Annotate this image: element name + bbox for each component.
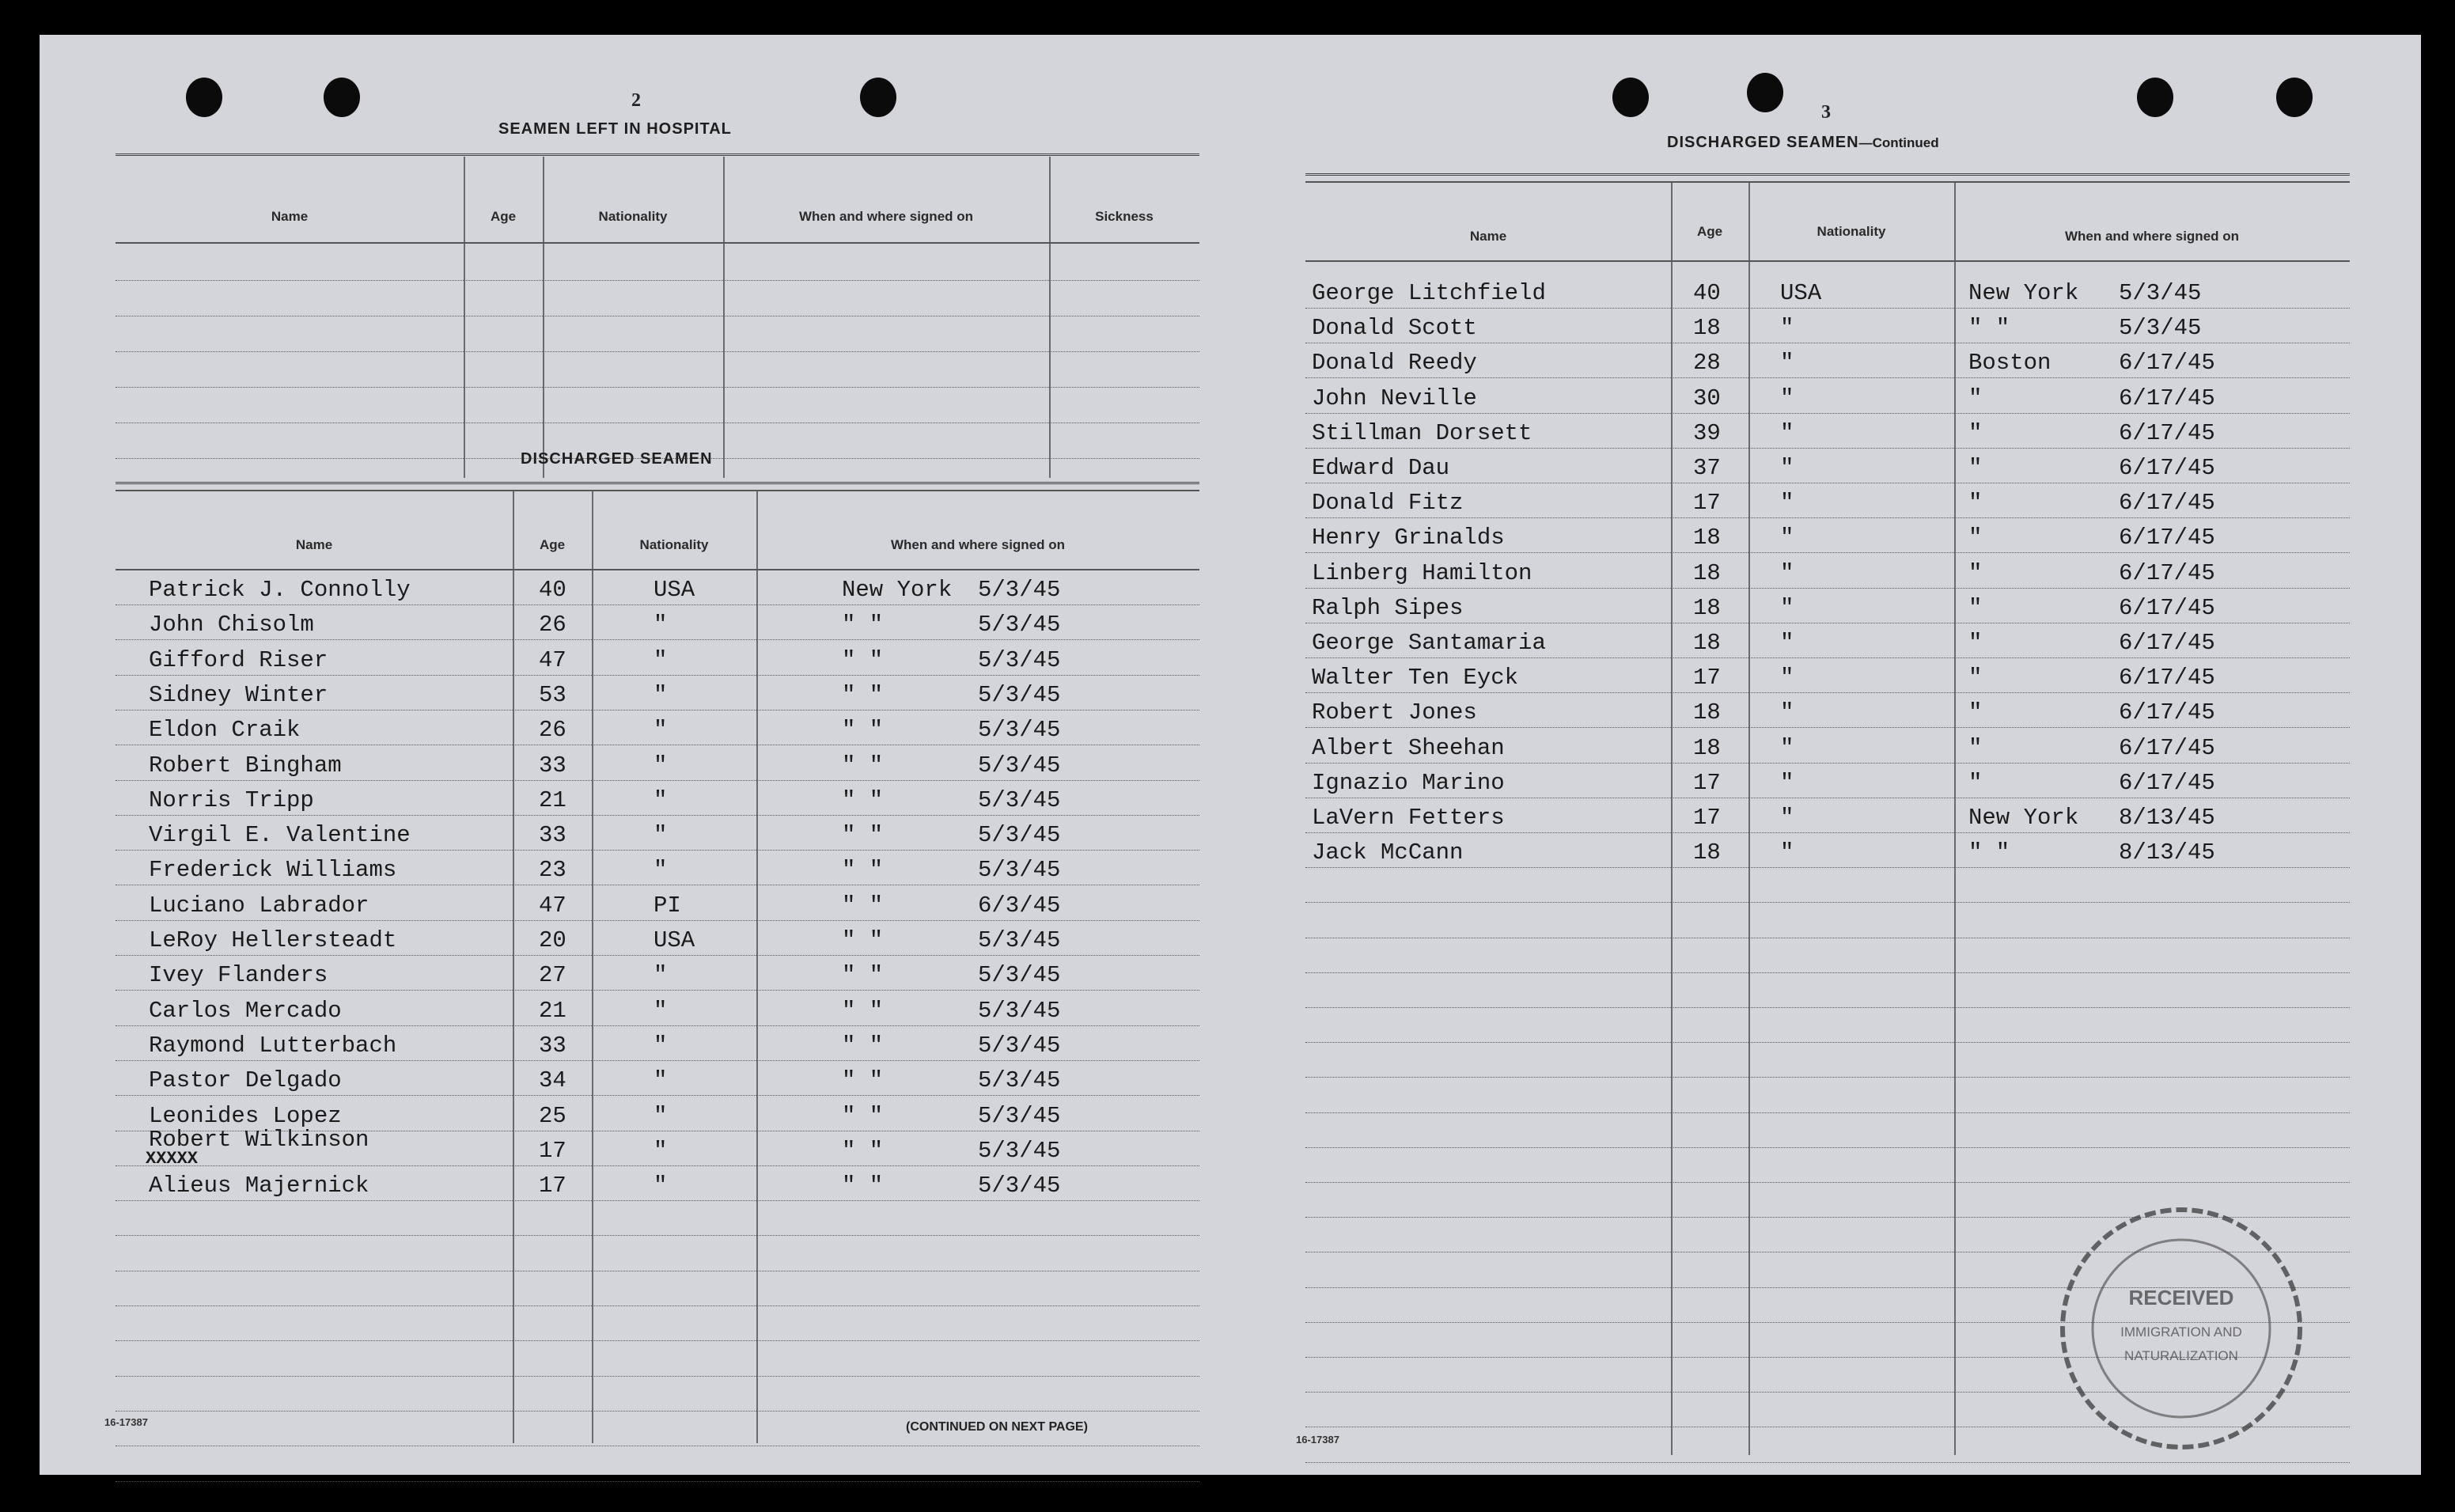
ruled-line: [1305, 1042, 2350, 1043]
seaman-age: 47: [539, 646, 566, 673]
signed-on-place: ": [1968, 419, 1983, 446]
seaman-age: 30: [1693, 385, 1721, 411]
signed-on-date: 5/3/45: [2119, 315, 2202, 342]
signed-on-date: 6/17/45: [2119, 594, 2215, 621]
signed-on-date: 5/3/45: [978, 786, 1061, 813]
ruled-line: [1305, 1077, 2350, 1078]
signed-on-place: " ": [842, 892, 884, 919]
seaman-age: 33: [539, 752, 566, 779]
seaman-name: Edward Dau: [1312, 455, 1450, 481]
seaman-age: 17: [1693, 665, 1721, 692]
seaman-age: 18: [1693, 315, 1721, 342]
signed-on-place: " ": [842, 1067, 884, 1094]
ruled-line: [1305, 517, 2350, 518]
seaman-nationality: USA: [654, 577, 695, 603]
seaman-name: Linberg Hamilton: [1312, 559, 1532, 586]
ruled-line: [116, 710, 1199, 711]
signed-on-date: 6/17/45: [2119, 665, 2215, 692]
seaman-name: Gifford Riser: [149, 646, 328, 673]
stamp-text: NATURALIZATION: [2124, 1348, 2238, 1363]
seaman-nationality: ": [1780, 630, 1794, 656]
seaman-age: 28: [1693, 350, 1721, 377]
seaman-nationality: USA: [1780, 280, 1822, 306]
seaman-age: 47: [539, 892, 566, 919]
signed-on-place: " ": [842, 962, 884, 989]
punch-hole: [186, 78, 222, 117]
column-header: Nationality: [639, 537, 709, 552]
hospital-section-title: SEAMEN LEFT IN HOSPITAL: [498, 120, 732, 138]
ruled-line: [116, 955, 1199, 956]
signed-on-date: 6/17/45: [2119, 490, 2215, 517]
seaman-name: Robert Jones: [1312, 699, 1477, 726]
seaman-name: Robert Bingham: [149, 752, 342, 779]
seaman-name: Ivey Flanders: [149, 962, 328, 989]
ruled-line: [116, 920, 1199, 921]
signed-on-place: " ": [842, 1032, 884, 1059]
seaman-age: 18: [1693, 734, 1721, 761]
ruled-line: [1305, 413, 2350, 414]
seaman-nationality: ": [1780, 490, 1794, 517]
seaman-nationality: ": [654, 1137, 668, 1164]
signed-on-place: ": [1968, 630, 1983, 656]
signed-on-date: 6/17/45: [2119, 385, 2215, 411]
ruled-line: [1305, 902, 2350, 903]
column-header: Name: [271, 209, 309, 224]
ruled-line: [116, 1305, 1199, 1306]
form-number: 16-17387: [104, 1416, 148, 1428]
signed-on-date: 6/3/45: [978, 892, 1061, 919]
signed-on-place: " ": [842, 927, 884, 953]
signed-on-place: " ": [842, 681, 884, 708]
signed-on-place: " ": [1968, 839, 2010, 866]
punch-hole: [2137, 78, 2173, 117]
seaman-nationality: ": [1780, 525, 1794, 551]
seaman-name: Jack McCann: [1312, 839, 1464, 866]
right-section-title: [1667, 134, 1939, 152]
seaman-nationality: ": [654, 1102, 668, 1129]
signed-on-date: 6/17/45: [2119, 769, 2215, 796]
signed-on-date: 5/3/45: [978, 717, 1061, 744]
left-page: [40, 35, 1239, 1475]
seaman-name: Frederick Williams: [149, 857, 397, 884]
seaman-nationality: ": [1780, 315, 1794, 342]
seaman-age: 17: [1693, 769, 1721, 796]
ruled-line: [116, 1165, 1199, 1166]
seaman-age: 21: [539, 786, 566, 813]
seaman-name: Ralph Sipes: [1312, 594, 1464, 621]
ruled-line: [1305, 448, 2350, 449]
signed-on-date: 6/17/45: [2119, 699, 2215, 726]
seaman-name: Norris Tripp: [149, 786, 314, 813]
ruled-line: [1305, 692, 2350, 693]
discharged-table: [116, 482, 1199, 1443]
seaman-name: Ignazio Marino: [1312, 769, 1505, 796]
seaman-age: 26: [539, 717, 566, 744]
seaman-nationality: PI: [654, 892, 681, 919]
seaman-age: 40: [539, 577, 566, 603]
signed-on-place: ": [1968, 665, 1983, 692]
ruled-line: [116, 675, 1199, 676]
seaman-nationality: ": [1780, 734, 1794, 761]
seaman-name: Virgil E. Valentine: [149, 822, 411, 849]
ruled-line: [116, 1411, 1199, 1412]
seaman-age: 33: [539, 1032, 566, 1059]
seaman-name: Patrick J. Connolly: [149, 577, 411, 603]
seaman-nationality: ": [1780, 699, 1794, 726]
signed-on-date: 6/17/45: [2119, 419, 2215, 446]
seaman-name: LaVern Fetters: [1312, 805, 1505, 831]
ruled-line: [1305, 552, 2350, 553]
signed-on-date: 5/3/45: [978, 577, 1061, 603]
signed-on-date: 5/3/45: [978, 681, 1061, 708]
seaman-name: John Neville: [1312, 385, 1477, 411]
seaman-name: Leonides Lopez: [149, 1102, 342, 1129]
ruled-line: [116, 850, 1199, 851]
seaman-age: 34: [539, 1067, 566, 1094]
seaman-nationality: ": [1780, 594, 1794, 621]
signed-on-place: New York: [842, 577, 953, 603]
signed-on-date: 6/17/45: [2119, 455, 2215, 481]
seaman-nationality: ": [654, 786, 668, 813]
seaman-name: George Litchfield: [1312, 280, 1546, 306]
seaman-age: 53: [539, 681, 566, 708]
ruled-line: [116, 1060, 1199, 1061]
seaman-nationality: ": [654, 822, 668, 849]
seaman-age: 39: [1693, 419, 1721, 446]
signed-on-place: " ": [842, 612, 884, 639]
seaman-nationality: ": [654, 1032, 668, 1059]
seaman-name: Walter Ten Eyck: [1312, 665, 1519, 692]
seaman-name: Donald Scott: [1312, 315, 1477, 342]
punch-hole: [860, 78, 896, 117]
signed-on-date: 6/17/45: [2119, 350, 2215, 377]
seaman-name: George Santamaria: [1312, 630, 1546, 656]
signed-on-date: 5/3/45: [978, 612, 1061, 639]
seaman-age: 17: [1693, 490, 1721, 517]
seaman-name: Donald Fitz: [1312, 490, 1464, 517]
signed-on-place: ": [1968, 734, 1983, 761]
seaman-age: 26: [539, 612, 566, 639]
signed-on-date: 5/3/45: [978, 997, 1061, 1024]
seaman-nationality: USA: [654, 927, 695, 953]
seaman-age: 37: [1693, 455, 1721, 481]
ruled-line: [116, 1095, 1199, 1096]
column-header: Sickness: [1095, 209, 1154, 224]
seaman-age: 33: [539, 822, 566, 849]
ruled-line: [1305, 1112, 2350, 1113]
seaman-age: 18: [1693, 559, 1721, 586]
seaman-nationality: ": [654, 612, 668, 639]
seaman-name: Carlos Mercado: [149, 997, 342, 1024]
seaman-name: John Chisolm: [149, 612, 314, 639]
signed-on-place: " ": [842, 997, 884, 1024]
punch-hole: [2276, 78, 2313, 117]
seaman-nationality: ": [1780, 350, 1794, 377]
column-header: When and where signed on: [2064, 229, 2240, 244]
ruled-line: [1305, 657, 2350, 658]
signed-on-date: 5/3/45: [978, 962, 1061, 989]
seaman-nationality: ": [1780, 455, 1794, 481]
signed-on-place: New York: [1968, 805, 2079, 831]
seaman-nationality: ": [1780, 419, 1794, 446]
seaman-nationality: ": [654, 1173, 668, 1199]
signed-on-date: 6/17/45: [2119, 734, 2215, 761]
seaman-nationality: ": [1780, 559, 1794, 586]
seaman-age: 17: [539, 1137, 566, 1164]
column-header: When and where signed on: [890, 537, 1066, 552]
punch-hole: [1612, 78, 1649, 117]
hospital-table: [116, 153, 1199, 478]
column-header: When and where signed on: [798, 209, 974, 224]
signed-on-place: ": [1968, 699, 1983, 726]
seaman-name: Robert Wilkinson: [149, 1126, 369, 1153]
signed-on-date: 6/17/45: [2119, 630, 2215, 656]
signed-on-date: 5/3/45: [2119, 280, 2202, 306]
seaman-age: 18: [1693, 839, 1721, 866]
signed-on-place: " ": [842, 822, 884, 849]
seaman-nationality: ": [654, 717, 668, 744]
column-header: Name: [1469, 229, 1507, 244]
seaman-name: Donald Reedy: [1312, 350, 1477, 377]
page-number: 2: [631, 90, 641, 111]
ruled-line: [1305, 763, 2350, 764]
seaman-nationality: ": [654, 962, 668, 989]
signed-on-date: 5/3/45: [978, 927, 1061, 953]
ruled-line: [1305, 308, 2350, 309]
seaman-age: 21: [539, 997, 566, 1024]
signed-on-place: ": [1968, 594, 1983, 621]
signed-on-place: " ": [842, 1173, 884, 1199]
seaman-nationality: ": [654, 752, 668, 779]
ruled-line: [1305, 1147, 2350, 1148]
signed-on-place: " ": [842, 1137, 884, 1164]
ruled-line: [116, 990, 1199, 991]
seaman-nationality: ": [1780, 769, 1794, 796]
seaman-name: LeRoy Hellersteadt: [149, 927, 397, 953]
ruled-line: [1305, 867, 2350, 868]
signed-on-date: 5/3/45: [978, 857, 1061, 884]
immigration-stamp: [2051, 1198, 2312, 1459]
seaman-age: 18: [1693, 594, 1721, 621]
seaman-name: Stillman Dorsett: [1312, 419, 1532, 446]
seaman-name: Pastor Delgado: [149, 1067, 342, 1094]
ruled-line: [1305, 588, 2350, 589]
ruled-line: [1305, 1007, 2350, 1008]
signed-on-date: 5/3/45: [978, 1173, 1061, 1199]
signed-on-place: " ": [842, 717, 884, 744]
signed-on-date: 5/3/45: [978, 646, 1061, 673]
seaman-nationality: ": [1780, 839, 1794, 866]
seaman-nationality: ": [654, 1067, 668, 1094]
ruled-line: [1305, 377, 2350, 378]
signed-on-date: 8/13/45: [2119, 805, 2215, 831]
column-header: Age: [1696, 224, 1723, 239]
ruled-line: [1305, 1462, 2350, 1463]
punch-hole: [324, 78, 360, 117]
signed-on-place: " ": [1968, 315, 2010, 342]
signed-on-place: " ": [842, 857, 884, 884]
ruled-line: [1305, 972, 2350, 973]
signed-on-date: 5/3/45: [978, 1067, 1061, 1094]
signed-on-place: ": [1968, 525, 1983, 551]
signed-on-place: " ": [842, 1102, 884, 1129]
seaman-nationality: ": [1780, 665, 1794, 692]
form-number: 16-17387: [1296, 1434, 1339, 1446]
seaman-name: Alieus Majernick: [149, 1173, 369, 1199]
ruled-line: [116, 815, 1199, 816]
discharged-section-title: DISCHARGED SEAMEN: [521, 450, 713, 468]
signed-on-place: ": [1968, 455, 1983, 481]
right-page: [1236, 35, 2421, 1475]
table-rule: [116, 153, 1199, 159]
seaman-nationality: ": [654, 857, 668, 884]
column-header: Nationality: [1817, 224, 1886, 239]
seaman-nationality: ": [654, 646, 668, 673]
signed-on-place: " ": [842, 786, 884, 813]
signed-on-date: 5/3/45: [978, 1032, 1061, 1059]
title-suffix: —Continued: [1858, 135, 1939, 150]
signed-on-date: 5/3/45: [978, 1137, 1061, 1164]
ruled-line: [116, 604, 1199, 605]
stamp-text: RECEIVED: [2128, 1286, 2234, 1309]
ruled-line: [1305, 727, 2350, 728]
signed-on-date: 6/17/45: [2119, 559, 2215, 586]
seaman-age: 20: [539, 927, 566, 953]
seaman-nationality: ": [654, 681, 668, 708]
ruled-line: [116, 639, 1199, 640]
seaman-name: Sidney Winter: [149, 681, 328, 708]
seaman-nationality: ": [1780, 385, 1794, 411]
signed-on-place: ": [1968, 769, 1983, 796]
signed-on-date: 8/13/45: [2119, 839, 2215, 866]
column-header: Nationality: [598, 209, 668, 224]
seaman-age: 18: [1693, 525, 1721, 551]
stamp-text: IMMIGRATION AND: [2120, 1324, 2242, 1340]
seaman-name: Luciano Labrador: [149, 892, 369, 919]
seaman-name: Henry Grinalds: [1312, 525, 1505, 551]
ruled-line: [116, 1340, 1199, 1341]
seaman-name: Albert Sheehan: [1312, 734, 1505, 761]
signed-on-date: 5/3/45: [978, 1102, 1061, 1129]
page-number: 3: [1821, 102, 1831, 123]
punch-hole: [1747, 73, 1783, 112]
ruled-line: [1305, 1182, 2350, 1183]
signed-on-place: ": [1968, 490, 1983, 517]
signed-on-place: " ": [842, 646, 884, 673]
seaman-age: 40: [1693, 280, 1721, 306]
title-text: DISCHARGED SEAMEN: [1667, 134, 1859, 151]
signed-on-date: 5/3/45: [978, 822, 1061, 849]
continued-note: (CONTINUED ON NEXT PAGE): [906, 1420, 1088, 1434]
ruled-line: [116, 1481, 1199, 1482]
seaman-age: 27: [539, 962, 566, 989]
seaman-nationality: ": [1780, 805, 1794, 831]
ruled-line: [116, 1200, 1199, 1201]
seaman-age: 25: [539, 1102, 566, 1129]
seaman-age: 17: [1693, 805, 1721, 831]
signed-on-date: 6/17/45: [2119, 525, 2215, 551]
seaman-name: Raymond Lutterbach: [149, 1032, 397, 1059]
column-header: Age: [539, 537, 566, 552]
seaman-age: 17: [539, 1173, 566, 1199]
signed-on-place: " ": [842, 752, 884, 779]
seaman-age: 23: [539, 857, 566, 884]
signed-on-date: 5/3/45: [978, 752, 1061, 779]
ruled-line: [116, 780, 1199, 781]
ruled-line: [1305, 832, 2350, 833]
signed-on-place: ": [1968, 385, 1983, 411]
ruled-line: [116, 1025, 1199, 1026]
ruled-line: [116, 1235, 1199, 1236]
seaman-name: Eldon Craik: [149, 717, 301, 744]
signed-on-place: ": [1968, 559, 1983, 586]
seaman-age: 18: [1693, 699, 1721, 726]
ruled-line: [116, 1376, 1199, 1377]
signed-on-place: New York: [1968, 280, 2079, 306]
seaman-age: 18: [1693, 630, 1721, 656]
struck-out-text: XXXXX: [146, 1148, 199, 1169]
column-header: Name: [295, 537, 333, 552]
column-header: Age: [490, 209, 517, 224]
signed-on-place: Boston: [1968, 350, 2052, 377]
seaman-nationality: ": [654, 997, 668, 1024]
